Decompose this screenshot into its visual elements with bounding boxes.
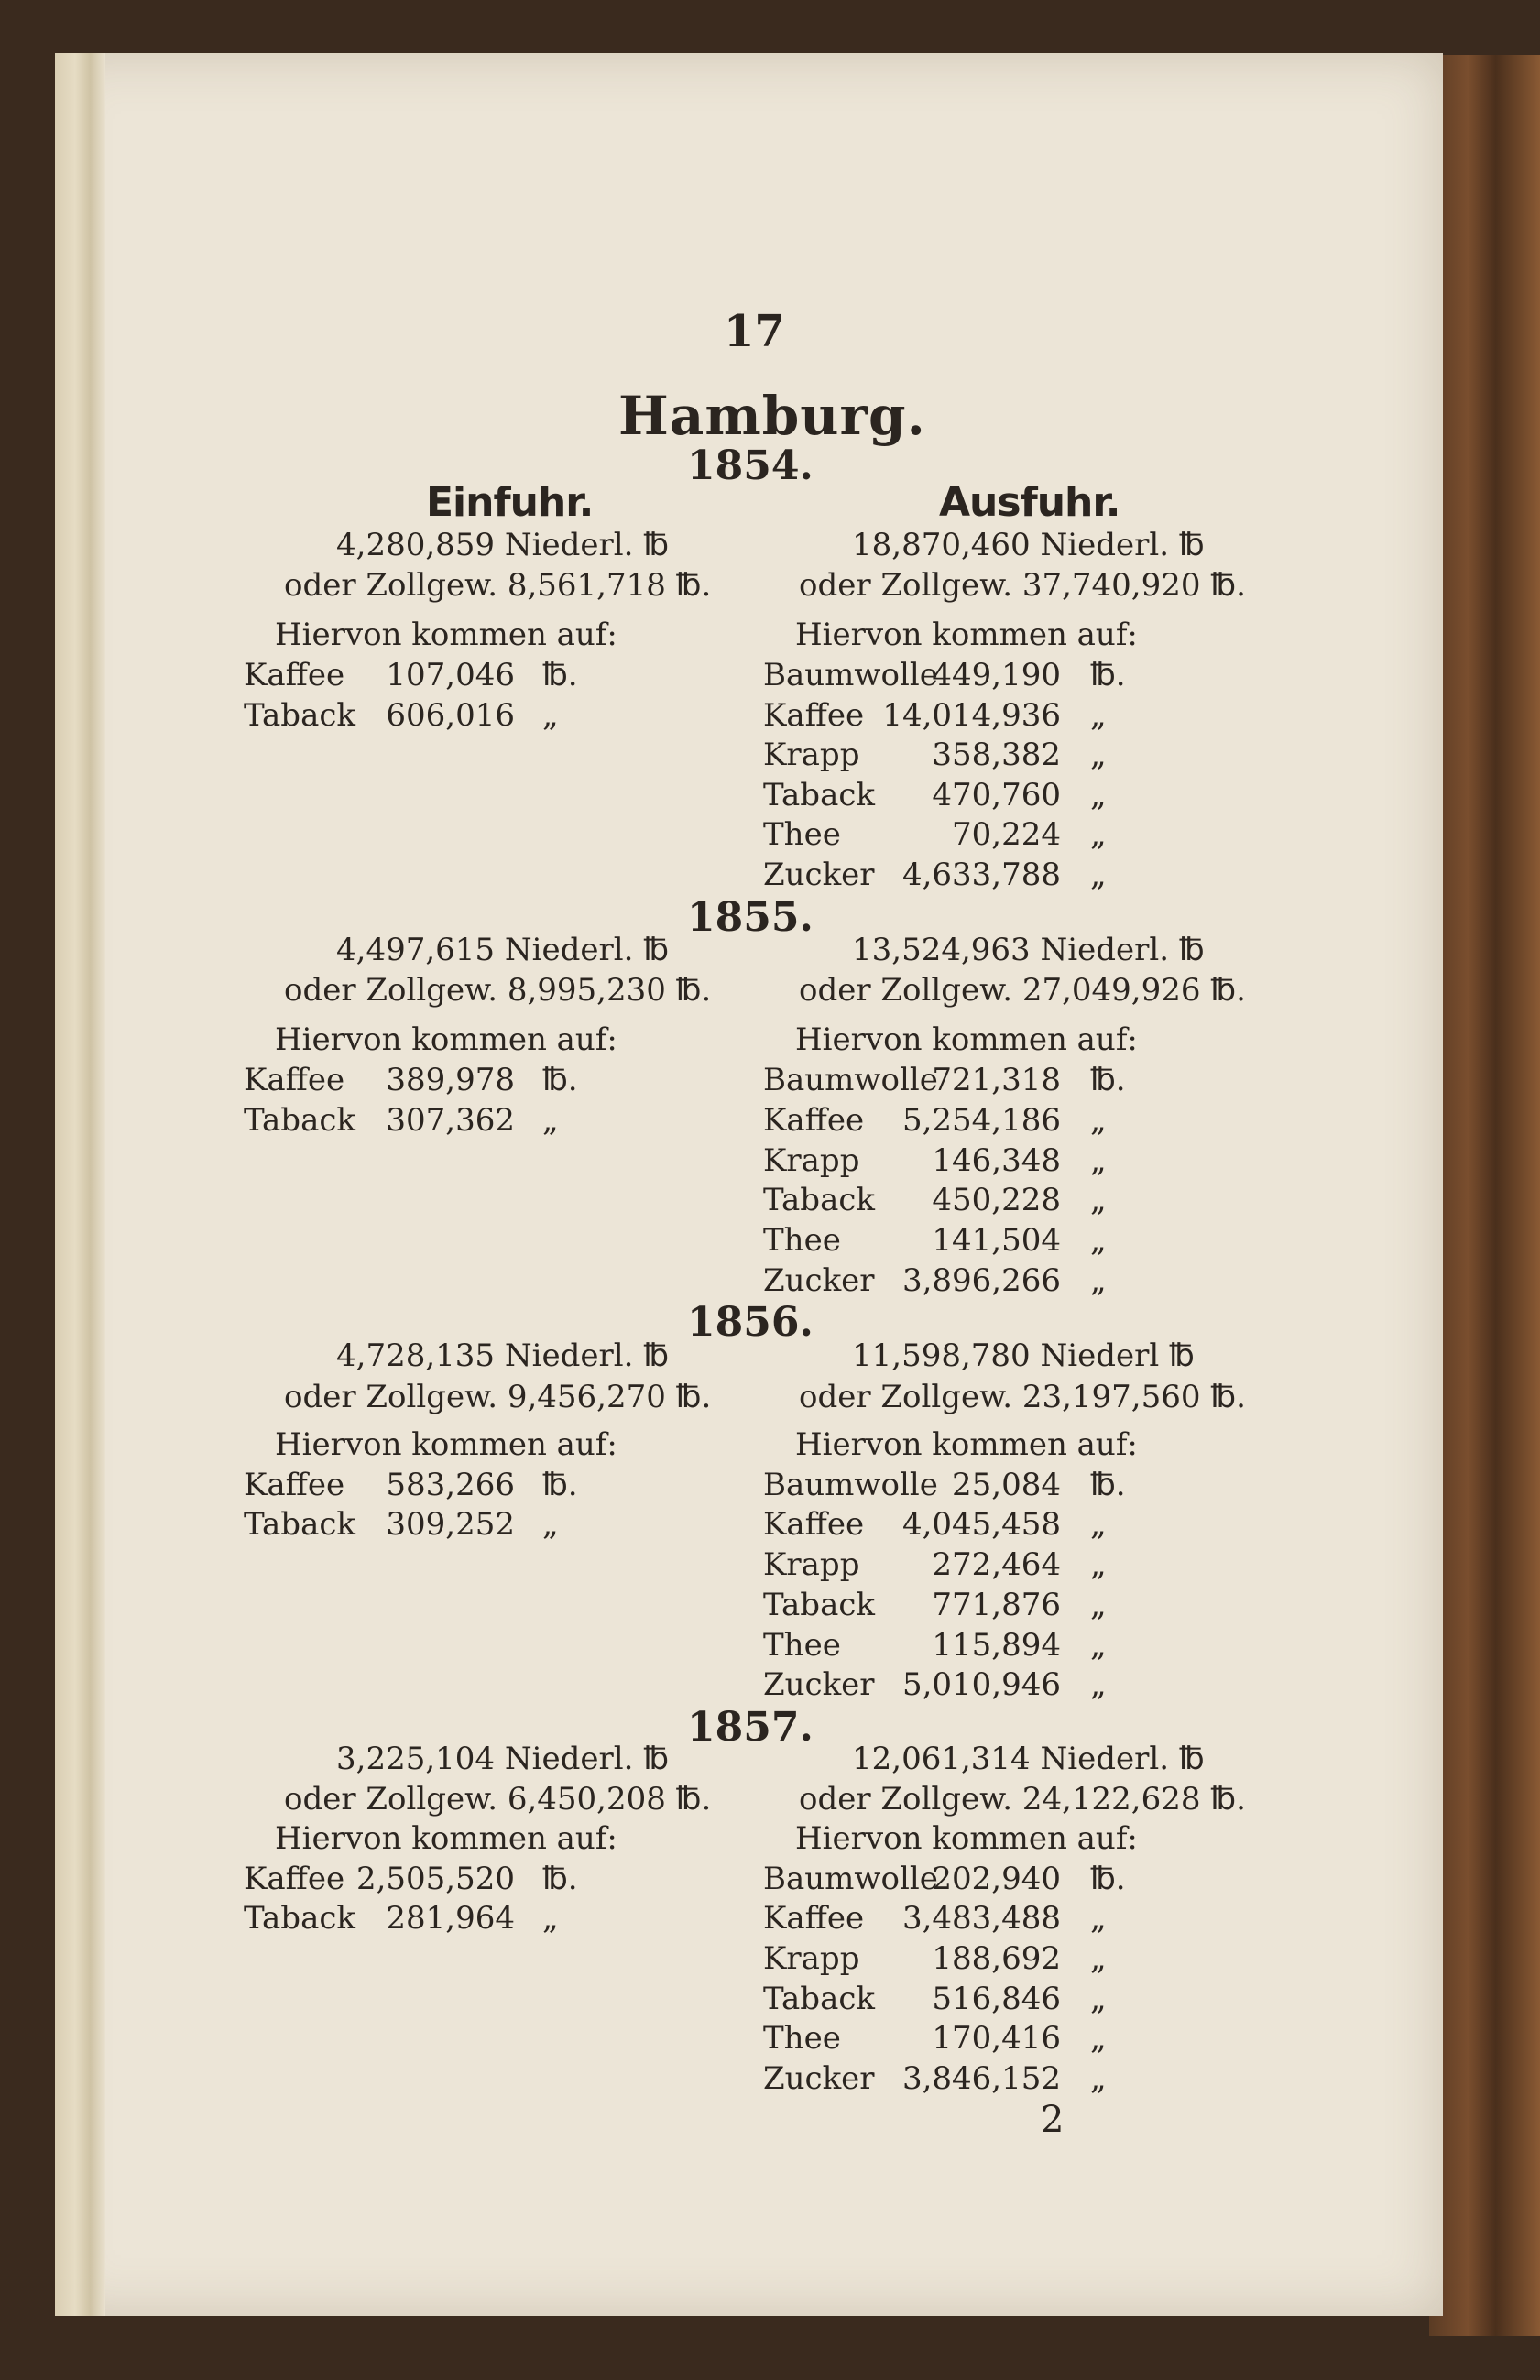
export-item-value: 358,382	[932, 737, 1061, 773]
export-item-unit: ℔.	[1090, 657, 1126, 693]
import-breakdown-label: Hiervon kommen auf:	[275, 1820, 617, 1857]
export-item-value: 4,633,788	[901, 857, 1061, 893]
import-item-value: 307,362	[386, 1102, 515, 1139]
export-item-name: Taback	[763, 1981, 875, 2017]
import-total: 4,728,135 Niederl. ℔	[336, 1337, 670, 1374]
export-item-name: Krapp	[763, 1546, 860, 1583]
export-item-name: Thee	[763, 1222, 841, 1259]
export-total: 18,870,460 Niederl. ℔	[852, 527, 1205, 563]
export-item-name: Kaffee	[763, 697, 865, 734]
export-item-value: 3,896,266	[901, 1262, 1061, 1299]
export-item-unit: „	[1090, 1102, 1107, 1139]
export-item-value: 146,348	[932, 1142, 1061, 1179]
export-item-value: 14,014,936	[882, 697, 1061, 734]
year-heading: 1856.	[687, 1299, 814, 1346]
export-item-value: 5,010,946	[901, 1666, 1061, 1703]
import-item-value: 107,046	[386, 657, 515, 693]
import-item-value: 583,266	[386, 1467, 515, 1503]
import-item-value: 309,252	[386, 1506, 515, 1543]
year-heading: 1854.	[687, 442, 814, 489]
export-item-name: Kaffee	[763, 1506, 865, 1543]
export-item-value: 4,045,458	[901, 1506, 1061, 1543]
export-item-unit: ℔.	[1090, 1467, 1126, 1503]
signature-mark: 2	[1041, 2099, 1065, 2141]
export-item-value: 450,228	[932, 1182, 1061, 1218]
export-item-value: 70,224	[952, 816, 1061, 853]
export-column-heading: Ausfuhr.	[939, 479, 1120, 526]
import-item-unit: ℔.	[542, 657, 578, 693]
export-item-name: Kaffee	[763, 1900, 865, 1937]
import-item-name: Kaffee	[244, 1861, 345, 1897]
import-item-name: Taback	[244, 1900, 355, 1937]
export-zollgewicht: oder Zollgew. 23,197,560 ℔.	[799, 1379, 1246, 1415]
export-item-unit: „	[1090, 2060, 1107, 2097]
import-item-unit: ℔.	[542, 1861, 578, 1897]
export-item-value: 272,464	[932, 1546, 1061, 1583]
export-item-unit: „	[1090, 1222, 1107, 1259]
import-item-unit: „	[542, 1900, 559, 1937]
import-item-unit: „	[542, 697, 559, 734]
import-zollgewicht: oder Zollgew. 9,456,270 ℔.	[284, 1379, 712, 1415]
export-breakdown-label: Hiervon kommen auf:	[795, 1820, 1138, 1857]
export-item-value: 170,416	[932, 2020, 1061, 2057]
export-item-value: 771,876	[932, 1587, 1061, 1623]
export-item-name: Thee	[763, 2020, 841, 2057]
export-item-unit: „	[1090, 697, 1107, 734]
export-item-name: Baumwolle	[763, 1467, 938, 1503]
export-item-name: Thee	[763, 1627, 841, 1664]
export-item-unit: „	[1090, 1940, 1107, 1977]
export-item-name: Zucker	[763, 1262, 875, 1299]
export-item-unit: „	[1090, 1666, 1107, 1703]
export-item-value: 470,760	[932, 777, 1061, 813]
export-item-value: 25,084	[952, 1467, 1061, 1503]
import-zollgewicht: oder Zollgew. 8,561,718 ℔.	[284, 567, 712, 604]
import-total: 3,225,104 Niederl. ℔	[336, 1741, 670, 1777]
export-item-unit: „	[1090, 737, 1107, 773]
export-item-name: Baumwolle	[763, 1062, 938, 1098]
export-item-unit: „	[1090, 1587, 1107, 1623]
export-item-unit: „	[1090, 1981, 1107, 2017]
export-item-name: Taback	[763, 777, 875, 813]
export-total: 13,524,963 Niederl. ℔	[852, 932, 1205, 968]
export-item-name: Krapp	[763, 737, 860, 773]
export-item-unit: „	[1090, 1546, 1107, 1583]
export-item-unit: ℔.	[1090, 1062, 1126, 1098]
export-item-unit: „	[1090, 816, 1107, 853]
import-item-value: 389,978	[386, 1062, 515, 1098]
import-item-value: 281,964	[386, 1900, 515, 1937]
import-item-name: Taback	[244, 1102, 355, 1139]
export-item-name: Kaffee	[763, 1102, 865, 1139]
import-item-name: Taback	[244, 697, 355, 734]
export-item-value: 3,483,488	[901, 1900, 1061, 1937]
export-item-name: Baumwolle	[763, 1861, 938, 1897]
export-item-value: 115,894	[932, 1627, 1061, 1664]
import-item-value: 2,505,520	[355, 1861, 515, 1897]
export-item-unit: ℔.	[1090, 1861, 1126, 1897]
page-number: 17	[724, 306, 785, 357]
export-item-name: Krapp	[763, 1940, 860, 1977]
import-breakdown-label: Hiervon kommen auf:	[275, 1426, 617, 1463]
import-total: 4,280,859 Niederl. ℔	[336, 527, 670, 563]
import-zollgewicht: oder Zollgew. 8,995,230 ℔.	[284, 972, 712, 1009]
import-item-name: Kaffee	[244, 1062, 345, 1098]
export-item-name: Krapp	[763, 1142, 860, 1179]
year-heading: 1855.	[687, 894, 814, 941]
export-item-unit: „	[1090, 2020, 1107, 2057]
export-item-name: Zucker	[763, 2060, 875, 2097]
import-item-value: 606,016	[386, 697, 515, 734]
export-item-name: Thee	[763, 816, 841, 853]
export-item-name: Taback	[763, 1182, 875, 1218]
export-zollgewicht: oder Zollgew. 24,122,628 ℔.	[799, 1781, 1246, 1818]
import-item-name: Kaffee	[244, 657, 345, 693]
export-item-value: 449,190	[932, 657, 1061, 693]
export-item-value: 5,254,186	[901, 1102, 1061, 1139]
import-total: 4,497,615 Niederl. ℔	[336, 932, 670, 968]
export-item-name: Baumwolle	[763, 657, 938, 693]
export-item-value: 202,940	[932, 1861, 1061, 1897]
export-item-name: Zucker	[763, 857, 875, 893]
book-cover-edge	[1429, 55, 1540, 2336]
export-item-unit: „	[1090, 777, 1107, 813]
import-breakdown-label: Hiervon kommen auf:	[275, 1021, 617, 1058]
export-breakdown-label: Hiervon kommen auf:	[795, 617, 1138, 653]
export-breakdown-label: Hiervon kommen auf:	[795, 1021, 1138, 1058]
export-item-value: 516,846	[932, 1981, 1061, 2017]
import-item-unit: ℔.	[542, 1062, 578, 1098]
export-zollgewicht: oder Zollgew. 37,740,920 ℔.	[799, 567, 1246, 604]
import-breakdown-label: Hiervon kommen auf:	[275, 617, 617, 653]
export-item-unit: „	[1090, 1627, 1107, 1664]
export-total: 11,598,780 Niederl ℔	[852, 1337, 1195, 1374]
export-item-unit: „	[1090, 1182, 1107, 1218]
export-item-unit: „	[1090, 857, 1107, 893]
page-gutter	[55, 53, 105, 2316]
import-item-unit: „	[542, 1506, 559, 1543]
export-total: 12,061,314 Niederl. ℔	[852, 1741, 1205, 1777]
import-item-name: Kaffee	[244, 1467, 345, 1503]
year-heading: 1857.	[687, 1704, 814, 1751]
export-item-unit: „	[1090, 1900, 1107, 1937]
import-item-unit: „	[542, 1102, 559, 1139]
import-item-name: Taback	[244, 1506, 355, 1543]
export-item-name: Taback	[763, 1587, 875, 1623]
export-item-unit: „	[1090, 1506, 1107, 1543]
export-item-unit: „	[1090, 1262, 1107, 1299]
export-item-name: Zucker	[763, 1666, 875, 1703]
export-breakdown-label: Hiervon kommen auf:	[795, 1426, 1138, 1463]
import-item-unit: ℔.	[542, 1467, 578, 1503]
page-title: Hamburg.	[618, 385, 926, 447]
import-column-heading: Einfuhr.	[426, 479, 594, 526]
export-zollgewicht: oder Zollgew. 27,049,926 ℔.	[799, 972, 1246, 1009]
export-item-value: 141,504	[932, 1222, 1061, 1259]
import-zollgewicht: oder Zollgew. 6,450,208 ℔.	[284, 1781, 712, 1818]
export-item-value: 188,692	[932, 1940, 1061, 1977]
export-item-value: 3,846,152	[901, 2060, 1061, 2097]
export-item-unit: „	[1090, 1142, 1107, 1179]
export-item-value: 721,318	[932, 1062, 1061, 1098]
